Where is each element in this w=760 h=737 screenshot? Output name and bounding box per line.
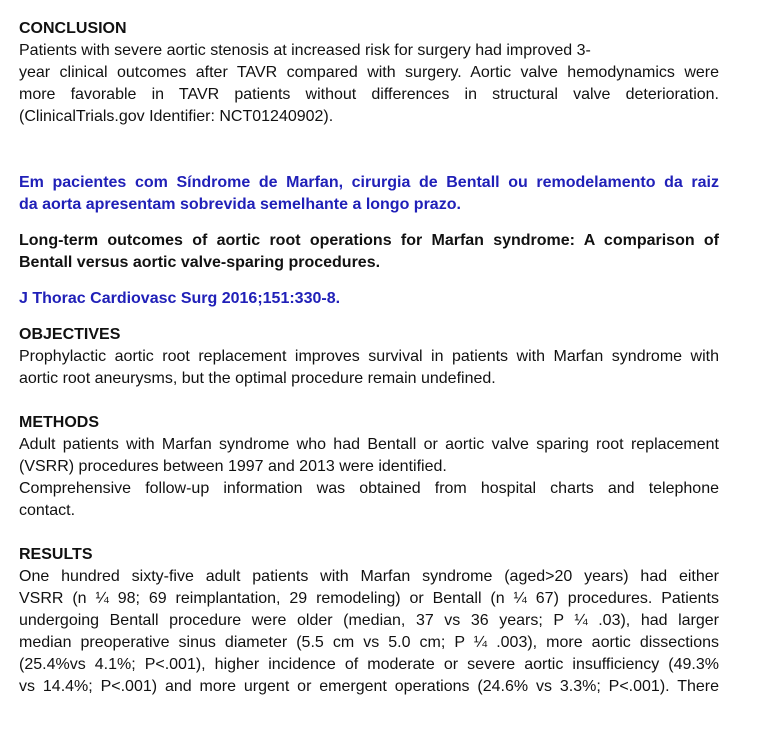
spacer [19, 310, 719, 324]
highlight-line: Em pacientes com Síndrome de Marfan, cirurgia de Bentall ou remodelamento da raiz [19, 174, 719, 191]
methods-line: (VSRR) procedures between 1997 and 2013 were identified. [19, 458, 447, 475]
highlight-line: da aorta apresentam sobrevida semelhante a longo prazo. [19, 196, 461, 213]
results-line: median preoperative sinus diameter (5.5 cm vs 5.0 cm; P ¼ .003), more aortic dissections [19, 634, 719, 651]
conclusion-line: Patients with severe aortic stenosis at increased risk for surgery had improved 3- [19, 42, 591, 59]
results-line: undergoing Bentall procedure were older (median, 37 vs 36 years; P ¼ .03), had larger [19, 612, 719, 629]
methods-line: Comprehensive follow-up information was obtained from hospital charts and telephone [19, 480, 719, 497]
objectives-heading: OBJECTIVES [19, 326, 121, 343]
results-section [19, 544, 719, 698]
results-line: (25.4%vs 4.1%; P<.001), higher incidence of moderate or severe aortic insufficiency (49.3% [19, 656, 719, 673]
objectives-line: aortic root aneurysms, but the optimal procedure remain undefined. [19, 370, 496, 387]
methods-section [19, 412, 719, 522]
highlight-section [19, 172, 719, 216]
article-header [19, 230, 719, 310]
objectives-section [19, 324, 719, 390]
results-line: VSRR (n ¼ 98; 69 reimplantation, 29 remodeling) or Bentall (n ¼ 67) procedures. Patients [19, 590, 719, 607]
methods-text [19, 434, 719, 522]
objectives-line: Prophylactic aortic root replacement improves survival in patients with Marfan syndrome with [19, 348, 719, 365]
spacer [19, 274, 719, 288]
article-title-line: Bentall versus aortic valve-sparing procedures. [19, 254, 381, 271]
conclusion-text [19, 40, 719, 128]
conclusion-section [19, 18, 719, 128]
results-line: vs 14.4%; P<.001) and more urgent or emergent operations (24.6% vs 3.3%; P<.001). There [19, 678, 719, 695]
spacer [19, 216, 719, 230]
results-line: One hundred sixty-five adult patients with Marfan syndrome (aged>20 years) had either [19, 568, 719, 585]
results-heading: RESULTS [19, 546, 93, 563]
conclusion-line: year clinical outcomes after TAVR compared with surgery. Aortic valve hemodynamics were [19, 64, 719, 81]
methods-line: contact. [19, 502, 76, 519]
results-text [19, 566, 719, 698]
spacer [19, 128, 719, 172]
article-title-line: Long-term outcomes of aortic root operations for Marfan syndrome: A comparison of [19, 232, 719, 249]
article-title [19, 230, 719, 274]
objectives-text [19, 346, 719, 390]
methods-heading: METHODS [19, 414, 99, 431]
conclusion-heading: CONCLUSION [19, 20, 127, 37]
conclusion-line: (ClinicalTrials.gov Identifier: NCT01240902). [19, 108, 334, 125]
conclusion-line: more favorable in TAVR patients without differences in structural valve deterioration. [19, 86, 719, 103]
document-page [19, 18, 719, 698]
spacer [19, 390, 719, 412]
highlight-summary [19, 172, 719, 216]
spacer [19, 522, 719, 544]
methods-line: Adult patients with Marfan syndrome who had Bentall or aortic valve sparing root replacement [19, 436, 719, 453]
journal-citation: J Thorac Cardiovasc Surg 2016;151:330-8. [19, 290, 341, 307]
